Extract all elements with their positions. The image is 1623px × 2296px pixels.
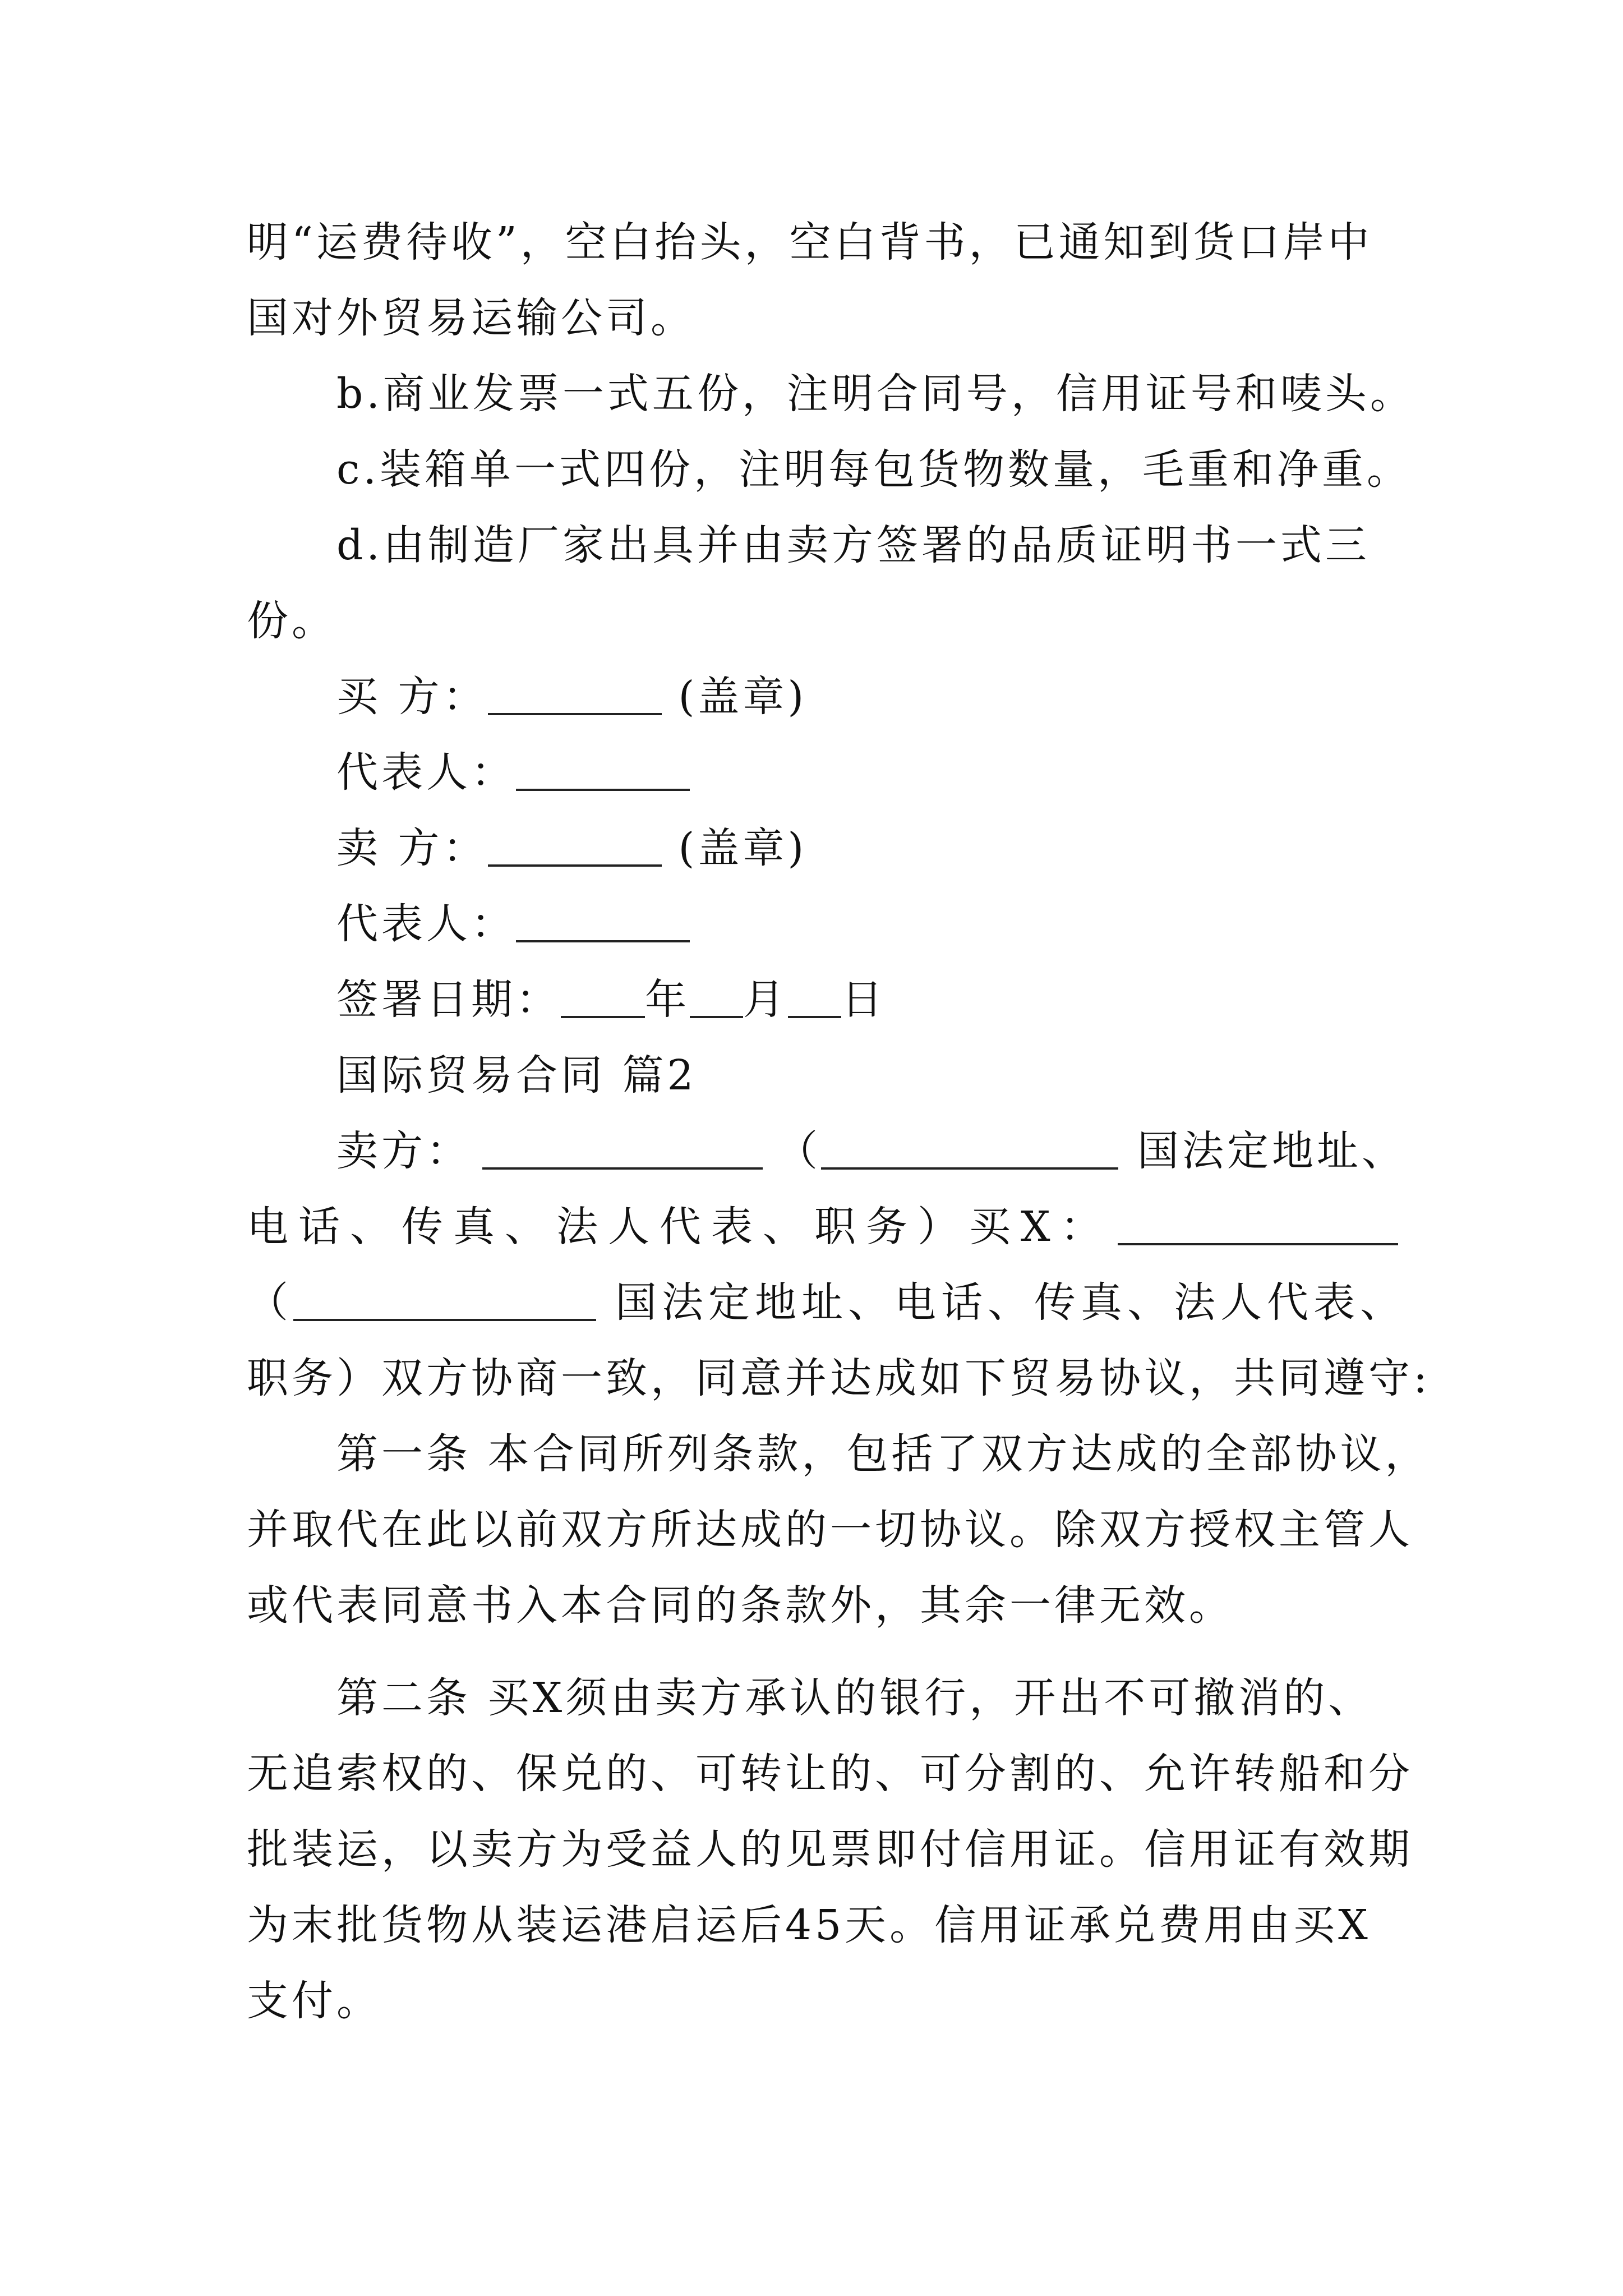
seller-address-text: 国法定地址、: [1137, 1127, 1407, 1175]
article-1-line: 第一条 本合同所列条款，包括了双方达成的全部协议，: [336, 1430, 1430, 1478]
seller-signature-line: [336, 824, 1475, 872]
sign-date-line: [336, 976, 1475, 1024]
seller-label: 卖 方：: [336, 824, 488, 872]
buyer-party-line: [247, 1203, 1385, 1251]
month-blank[interactable]: [690, 981, 743, 1018]
text-line: d.由制造厂家出具并由卖方签署的品质证明书一式三: [336, 521, 1370, 569]
buyer-name-blank[interactable]: [1118, 1208, 1398, 1245]
article-2-line: 批装运，以卖方为受益人的见票即付信用证。信用证有效期: [247, 1825, 1413, 1874]
text-line: b.商业发票一式五份，注明合同号，信用证号和唛头。: [336, 370, 1415, 418]
seal-note: (盖章): [678, 673, 808, 721]
seal-note: (盖章): [678, 824, 808, 872]
seller2-label: 卖方：: [336, 1127, 471, 1175]
seller-name-blank[interactable]: [482, 1133, 763, 1170]
seller-party-line: [336, 1127, 1475, 1175]
day-blank[interactable]: [788, 981, 841, 1018]
seller-rep-blank[interactable]: [516, 905, 690, 942]
buyer-rep-blank[interactable]: [516, 754, 690, 791]
date-label: 签署日期：: [336, 976, 561, 1024]
paren-open: （: [776, 1127, 821, 1175]
text-line: 国对外贸易运输公司。: [247, 294, 695, 342]
text-line: c.装箱单一式四份，注明每包货物数量，毛重和净重。: [336, 445, 1412, 494]
buyer-address-text: 国法定地址、电话、传真、法人代表、: [615, 1278, 1407, 1327]
buyer-label: 买 方：: [336, 673, 488, 721]
buyer-rep-line: [336, 748, 1475, 797]
article-2-line: 无追索权的、保兑的、可转让的、可分割的、允许转船和分: [247, 1750, 1413, 1798]
paren-open: （: [247, 1278, 293, 1327]
buyer-signature-line: [336, 673, 1475, 721]
text-line: 明“运费待收”，空白抬头，空白背书，已通知到货口岸中: [247, 218, 1373, 266]
rep-label: 代表人：: [336, 748, 516, 797]
seller-country-blank[interactable]: [821, 1133, 1118, 1170]
article-2-line: 为末批货物从装运港启运后45天。信用证承兑费用由买X: [247, 1901, 1371, 1949]
text-line: 职务）双方协商一致，同意并达成如下贸易协议，共同遵守:: [247, 1354, 1431, 1402]
article-2-line: 支付。: [247, 1977, 381, 2025]
year-label: 年: [645, 976, 690, 1024]
month-label: 月: [743, 976, 788, 1024]
article-2-line: 第二条 买X须由卖方承认的银行，开出不可撤消的、: [336, 1674, 1373, 1722]
seller-rep-line: [336, 900, 1475, 948]
day-label: 日: [841, 976, 886, 1024]
article-1-line: 并取代在此以前双方所达成的一切协议。除双方授权主管人: [247, 1506, 1413, 1554]
buyer-address-line: [247, 1278, 1407, 1327]
section-title: 国际贸易合同 篇2: [336, 1051, 697, 1099]
rep-label: 代表人：: [336, 900, 516, 948]
buyer-country-blank[interactable]: [293, 1284, 596, 1321]
year-blank[interactable]: [561, 981, 645, 1018]
buyer-blank[interactable]: [488, 678, 662, 715]
article-1-line: 或代表同意书入本合同的条款外，其余一律无效。: [247, 1581, 1234, 1630]
text-line: 份。: [247, 597, 336, 645]
seller-blank[interactable]: [488, 830, 662, 867]
party-text: 电话、传真、法人代表、职务）买X：: [247, 1203, 1112, 1251]
